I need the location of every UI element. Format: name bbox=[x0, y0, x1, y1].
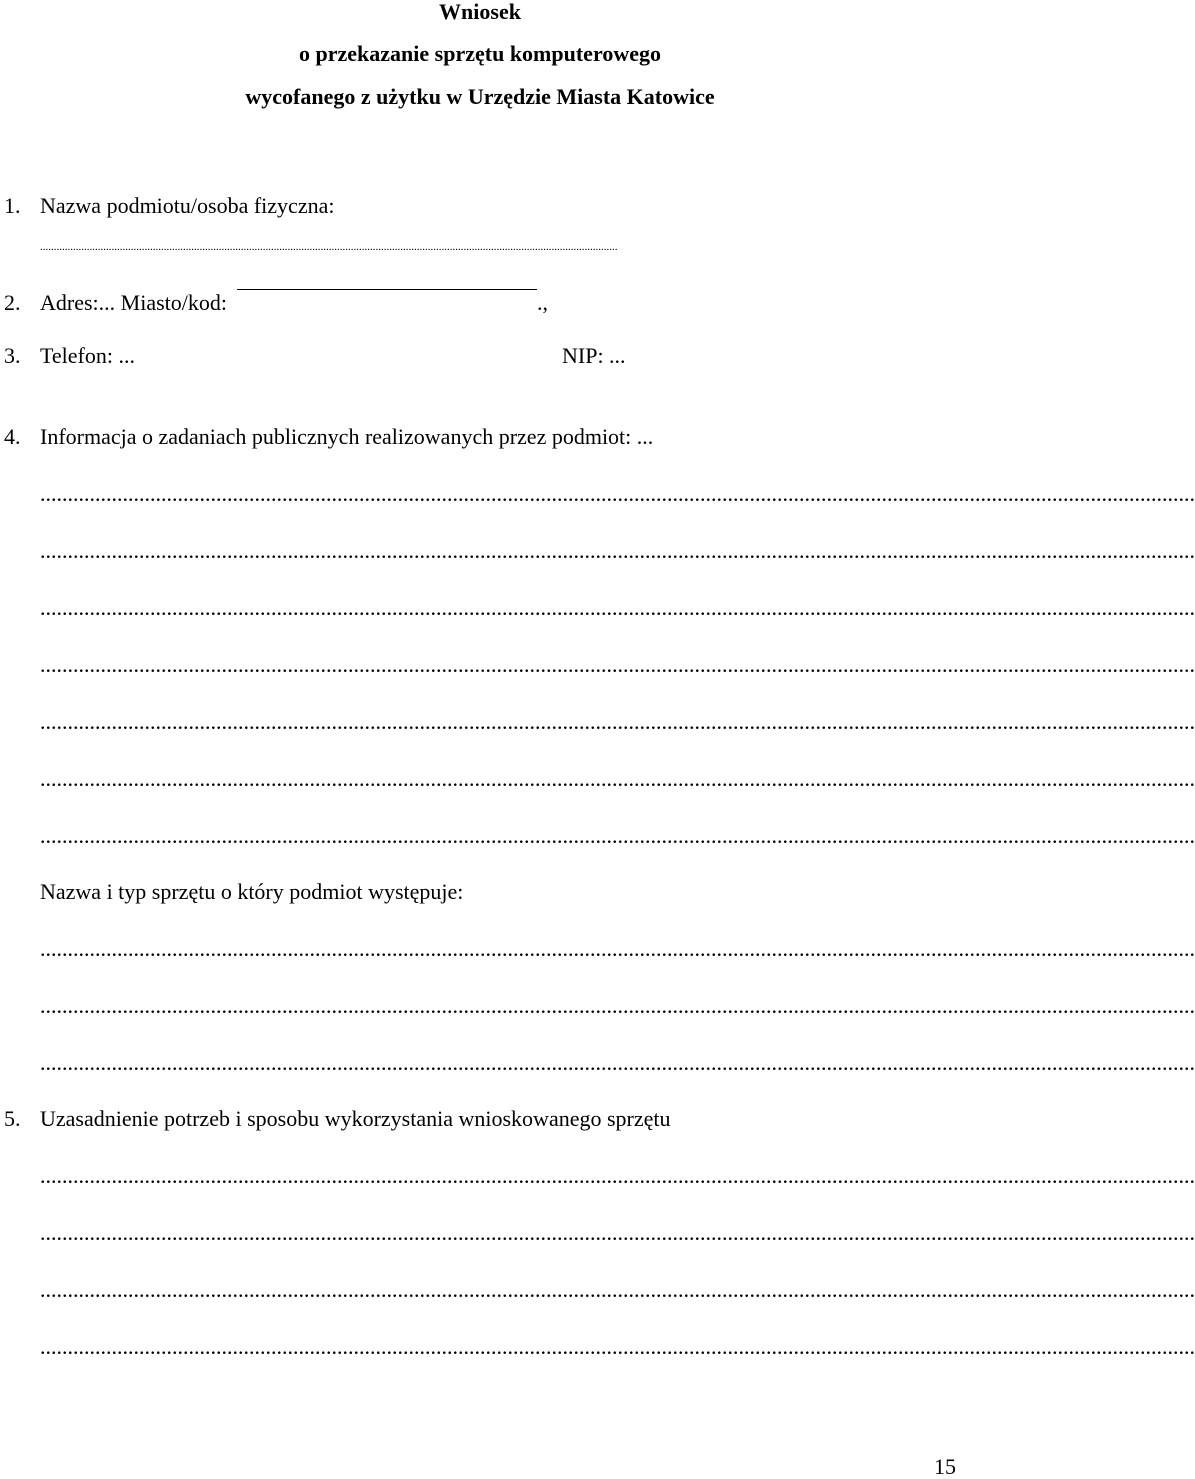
field-4-dotted-line[interactable]: .................................................................................................................................................................................................................. bbox=[40, 823, 1195, 848]
field-4-label: Informacja o zadaniach publicznych realizowanych przez podmiot: ... bbox=[40, 424, 654, 449]
field-4-dotted-line[interactable]: .................................................................................................................................................................................................................. bbox=[40, 595, 1195, 620]
field-2-text: Adres:... Miasto/kod: bbox=[40, 290, 227, 315]
field-4-dotted-line[interactable]: .................................................................................................................................................................................................................. bbox=[40, 481, 1195, 506]
field-5-number: 5. bbox=[4, 1106, 21, 1131]
field-3-nip: NIP: ... bbox=[562, 343, 626, 368]
field-2-tail: ., bbox=[537, 290, 548, 315]
field-5-dotted-line[interactable]: .................................................................................................................................................................................................................. bbox=[40, 1163, 1195, 1188]
field-3-label: Telefon: ... bbox=[40, 343, 135, 368]
city-code-blank[interactable] bbox=[237, 289, 537, 290]
field-4-dotted-line[interactable]: .................................................................................................................................................................................................................. bbox=[40, 538, 1195, 563]
equipment-dotted-line[interactable]: .................................................................................................................................................................................................................. bbox=[40, 993, 1195, 1018]
document-subtitle-line-1: o przekazanie sprzętu komputerowego bbox=[299, 41, 661, 66]
document-subtitle-line-2: wycofanego z użytku w Urzędzie Miasta Katowice bbox=[245, 84, 715, 109]
equipment-label: Nazwa i typ sprzętu o który podmiot występuje: bbox=[40, 879, 464, 904]
field-5-label: Uzasadnienie potrzeb i sposobu wykorzystania wnioskowanego sprzętu bbox=[40, 1106, 671, 1131]
equipment-dotted-line[interactable]: .................................................................................................................................................................................................................. bbox=[40, 936, 1195, 961]
field-2-number: 2. bbox=[4, 290, 21, 315]
field-1-number: 1. bbox=[4, 193, 21, 218]
field-1-dotted-line[interactable]: .................................................................................................................................................................................................................. bbox=[40, 241, 618, 253]
field-5-dotted-line[interactable]: .................................................................................................................................................................................................................. bbox=[40, 1277, 1195, 1302]
field-1-label: Nazwa podmiotu/osoba fizyczna: bbox=[40, 193, 335, 218]
field-5-dotted-line[interactable]: .................................................................................................................................................................................................................. bbox=[40, 1220, 1195, 1245]
field-3-number: 3. bbox=[4, 343, 21, 368]
page-number: 15 bbox=[934, 1454, 956, 1479]
equipment-dotted-line[interactable]: .................................................................................................................................................................................................................. bbox=[40, 1050, 1195, 1075]
field-4-number: 4. bbox=[4, 424, 21, 449]
field-5-dotted-line[interactable]: .................................................................................................................................................................................................................. bbox=[40, 1334, 1195, 1359]
field-4-dotted-line[interactable]: .................................................................................................................................................................................................................. bbox=[40, 766, 1195, 791]
field-4-dotted-line[interactable]: .................................................................................................................................................................................................................. bbox=[40, 709, 1195, 734]
field-2-label bbox=[40, 291, 548, 315]
field-4-dotted-line[interactable]: .................................................................................................................................................................................................................. bbox=[40, 652, 1195, 677]
document-title: Wniosek bbox=[439, 0, 521, 24]
